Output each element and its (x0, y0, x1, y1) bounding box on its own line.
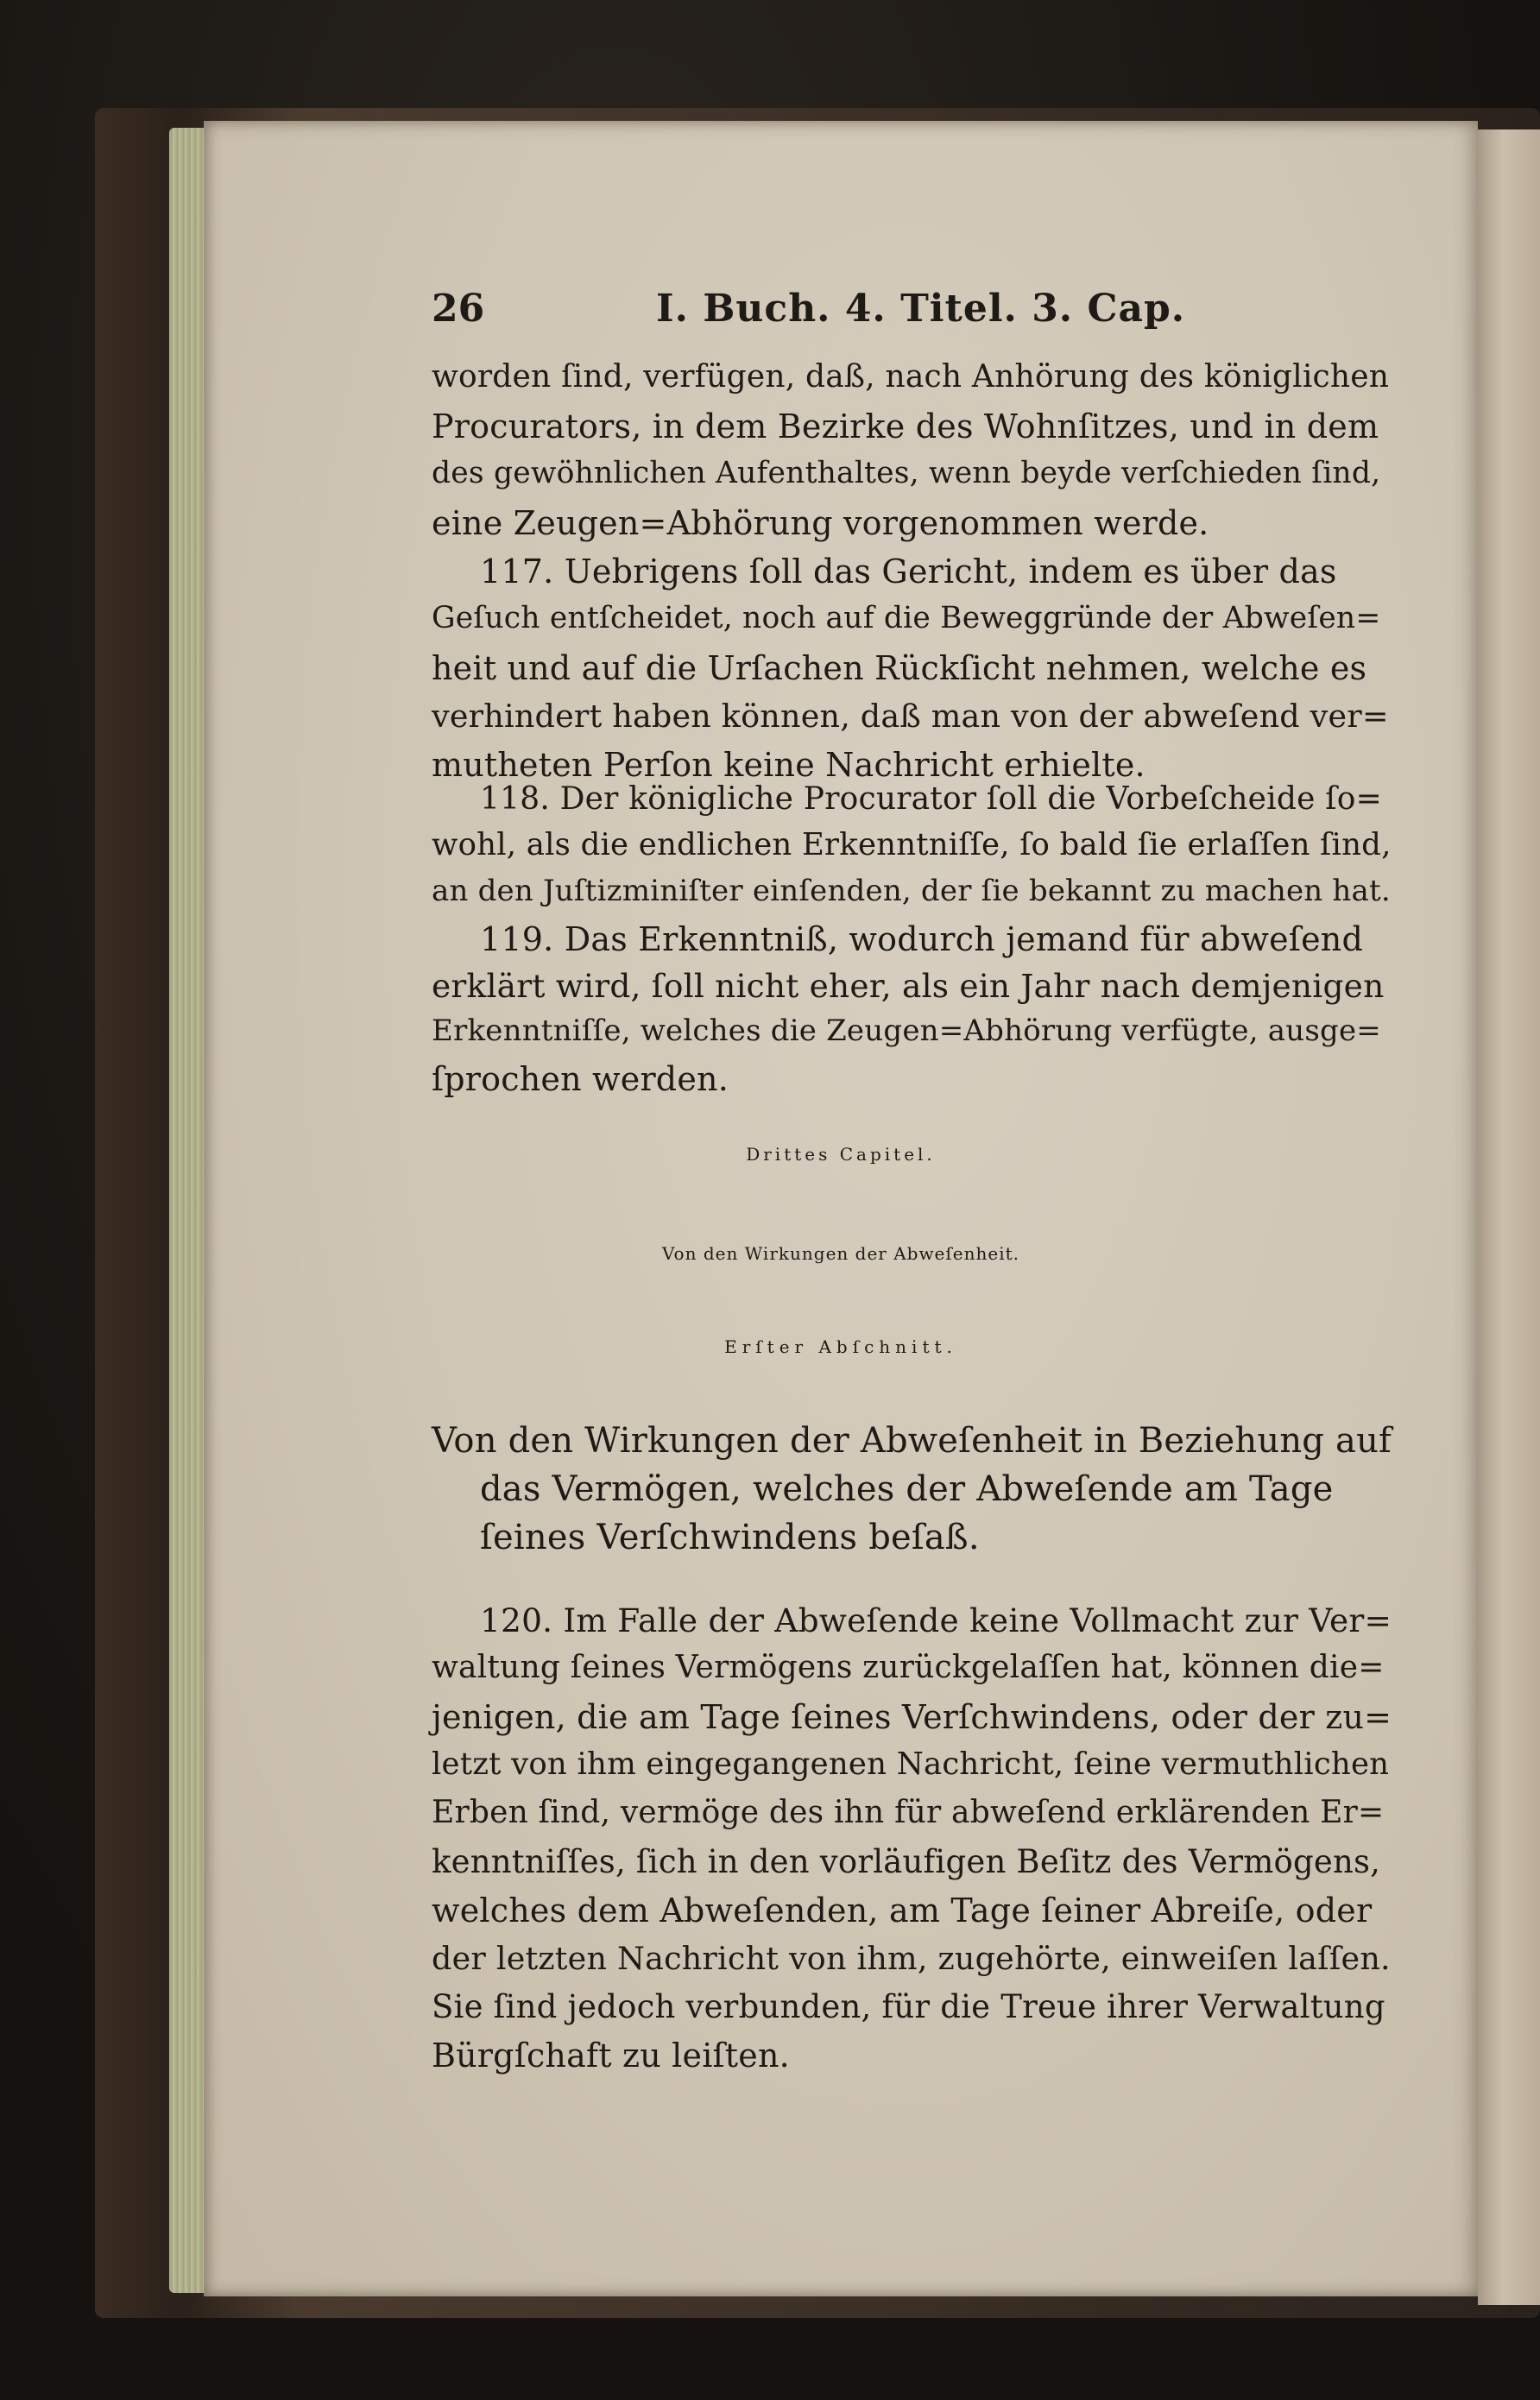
page-number: 26 (432, 287, 485, 331)
section-heading-line: das Vermögen, welches der Abweſende am Tage (480, 1469, 1334, 1509)
text-line: der letzten Nachricht von ihm, zugehörte, einweiſen laſſen. (432, 1940, 1391, 1977)
chapter-title: Drittes Capitel. (746, 1144, 936, 1165)
text-line: an den Juſtizminiſter einſenden, der ſie bekannt zu machen hat. (432, 874, 1391, 908)
text-line: worden ſind, verfügen, daß, nach Anhörung des königlichen (432, 359, 1390, 395)
text-line: Bürgſchaft zu leiſten. (432, 2037, 790, 2075)
page-edges (169, 128, 207, 2293)
running-title: I. Buch. 4. Titel. 3. Cap. (656, 287, 1186, 331)
text-line: kenntniſſes, ſich in den vorläufigen Beſitz des Vermögens, (432, 1843, 1381, 1880)
paragraph-117-start: 117. Uebrigens ſoll das Gericht, indem es über das (480, 553, 1337, 591)
section-title: Erſter Abſchnitt. (724, 1336, 957, 1357)
text-line: waltung ſeines Vermögens zurückgelaſſen hat, können die= (432, 1650, 1385, 1685)
text-line: eine Zeugen=Abhörung vorgenommen werde. (432, 504, 1209, 542)
text-line: Procurators, in dem Bezirke des Wohnſitzes, und in dem (432, 407, 1379, 445)
text-line: heit und auf die Urſachen Rückſicht nehmen, welche es (432, 649, 1367, 687)
text-line: Geſuch entſcheidet, noch auf die Beweggründe der Abweſen= (432, 601, 1381, 635)
text-line: wohl, als die endlichen Erkenntniſſe, ſo bald ſie erlaſſen ſind, (432, 827, 1392, 862)
text-line: erklärt wird, ſoll nicht eher, als ein Jahr nach demjenigen (432, 967, 1385, 1005)
section-heading-line: Von den Wirkungen der Abweſenheit in Beziehung auf (432, 1421, 1392, 1461)
chapter-subtitle: Von den Wirkungen der Abweſenheit. (661, 1243, 1020, 1264)
text-line: des gewöhnlichen Aufenthaltes, wenn beyde verſchieden ſind, (432, 456, 1381, 490)
text-line: Erben ſind, vermöge des ihn für abweſend erklärenden Er= (432, 1795, 1385, 1830)
text-line: welches dem Abweſenden, am Tage ſeiner Abreiſe, oder (432, 1892, 1373, 1929)
text-line: ſprochen werden. (432, 1060, 729, 1098)
text-line: Sie ſind jedoch verbunden, für die Treue ihrer Verwaltung (432, 1988, 1385, 2025)
paragraph-119-start: 119. Das Erkenntniß, wodurch jemand für abweſend (480, 920, 1363, 958)
text-line: verhindert haben können, daß man von der abweſend ver= (432, 698, 1389, 735)
text-line: jenigen, die am Tage ſeines Verſchwindens, oder der zu= (432, 1698, 1392, 1736)
text-line: mutheten Perſon keine Nachricht erhielte. (432, 746, 1146, 784)
facing-page-edge (1478, 129, 1540, 2305)
paragraph-118-start: 118. Der königliche Procurator ſoll die Vorbeſcheide ſo= (480, 781, 1383, 817)
text-line: Erkenntniſſe, welches die Zeugen=Abhörung verfügte, ausge= (432, 1014, 1381, 1048)
text-line: letzt von ihm eingegangenen Nachricht, ſeine vermuthlichen (432, 1746, 1390, 1782)
section-heading-line: ſeines Verſchwindens beſaß. (480, 1518, 980, 1557)
running-head (432, 287, 1209, 338)
paragraph-120-start: 120. Im Falle der Abweſende keine Vollmacht zur Ver= (480, 1601, 1392, 1639)
